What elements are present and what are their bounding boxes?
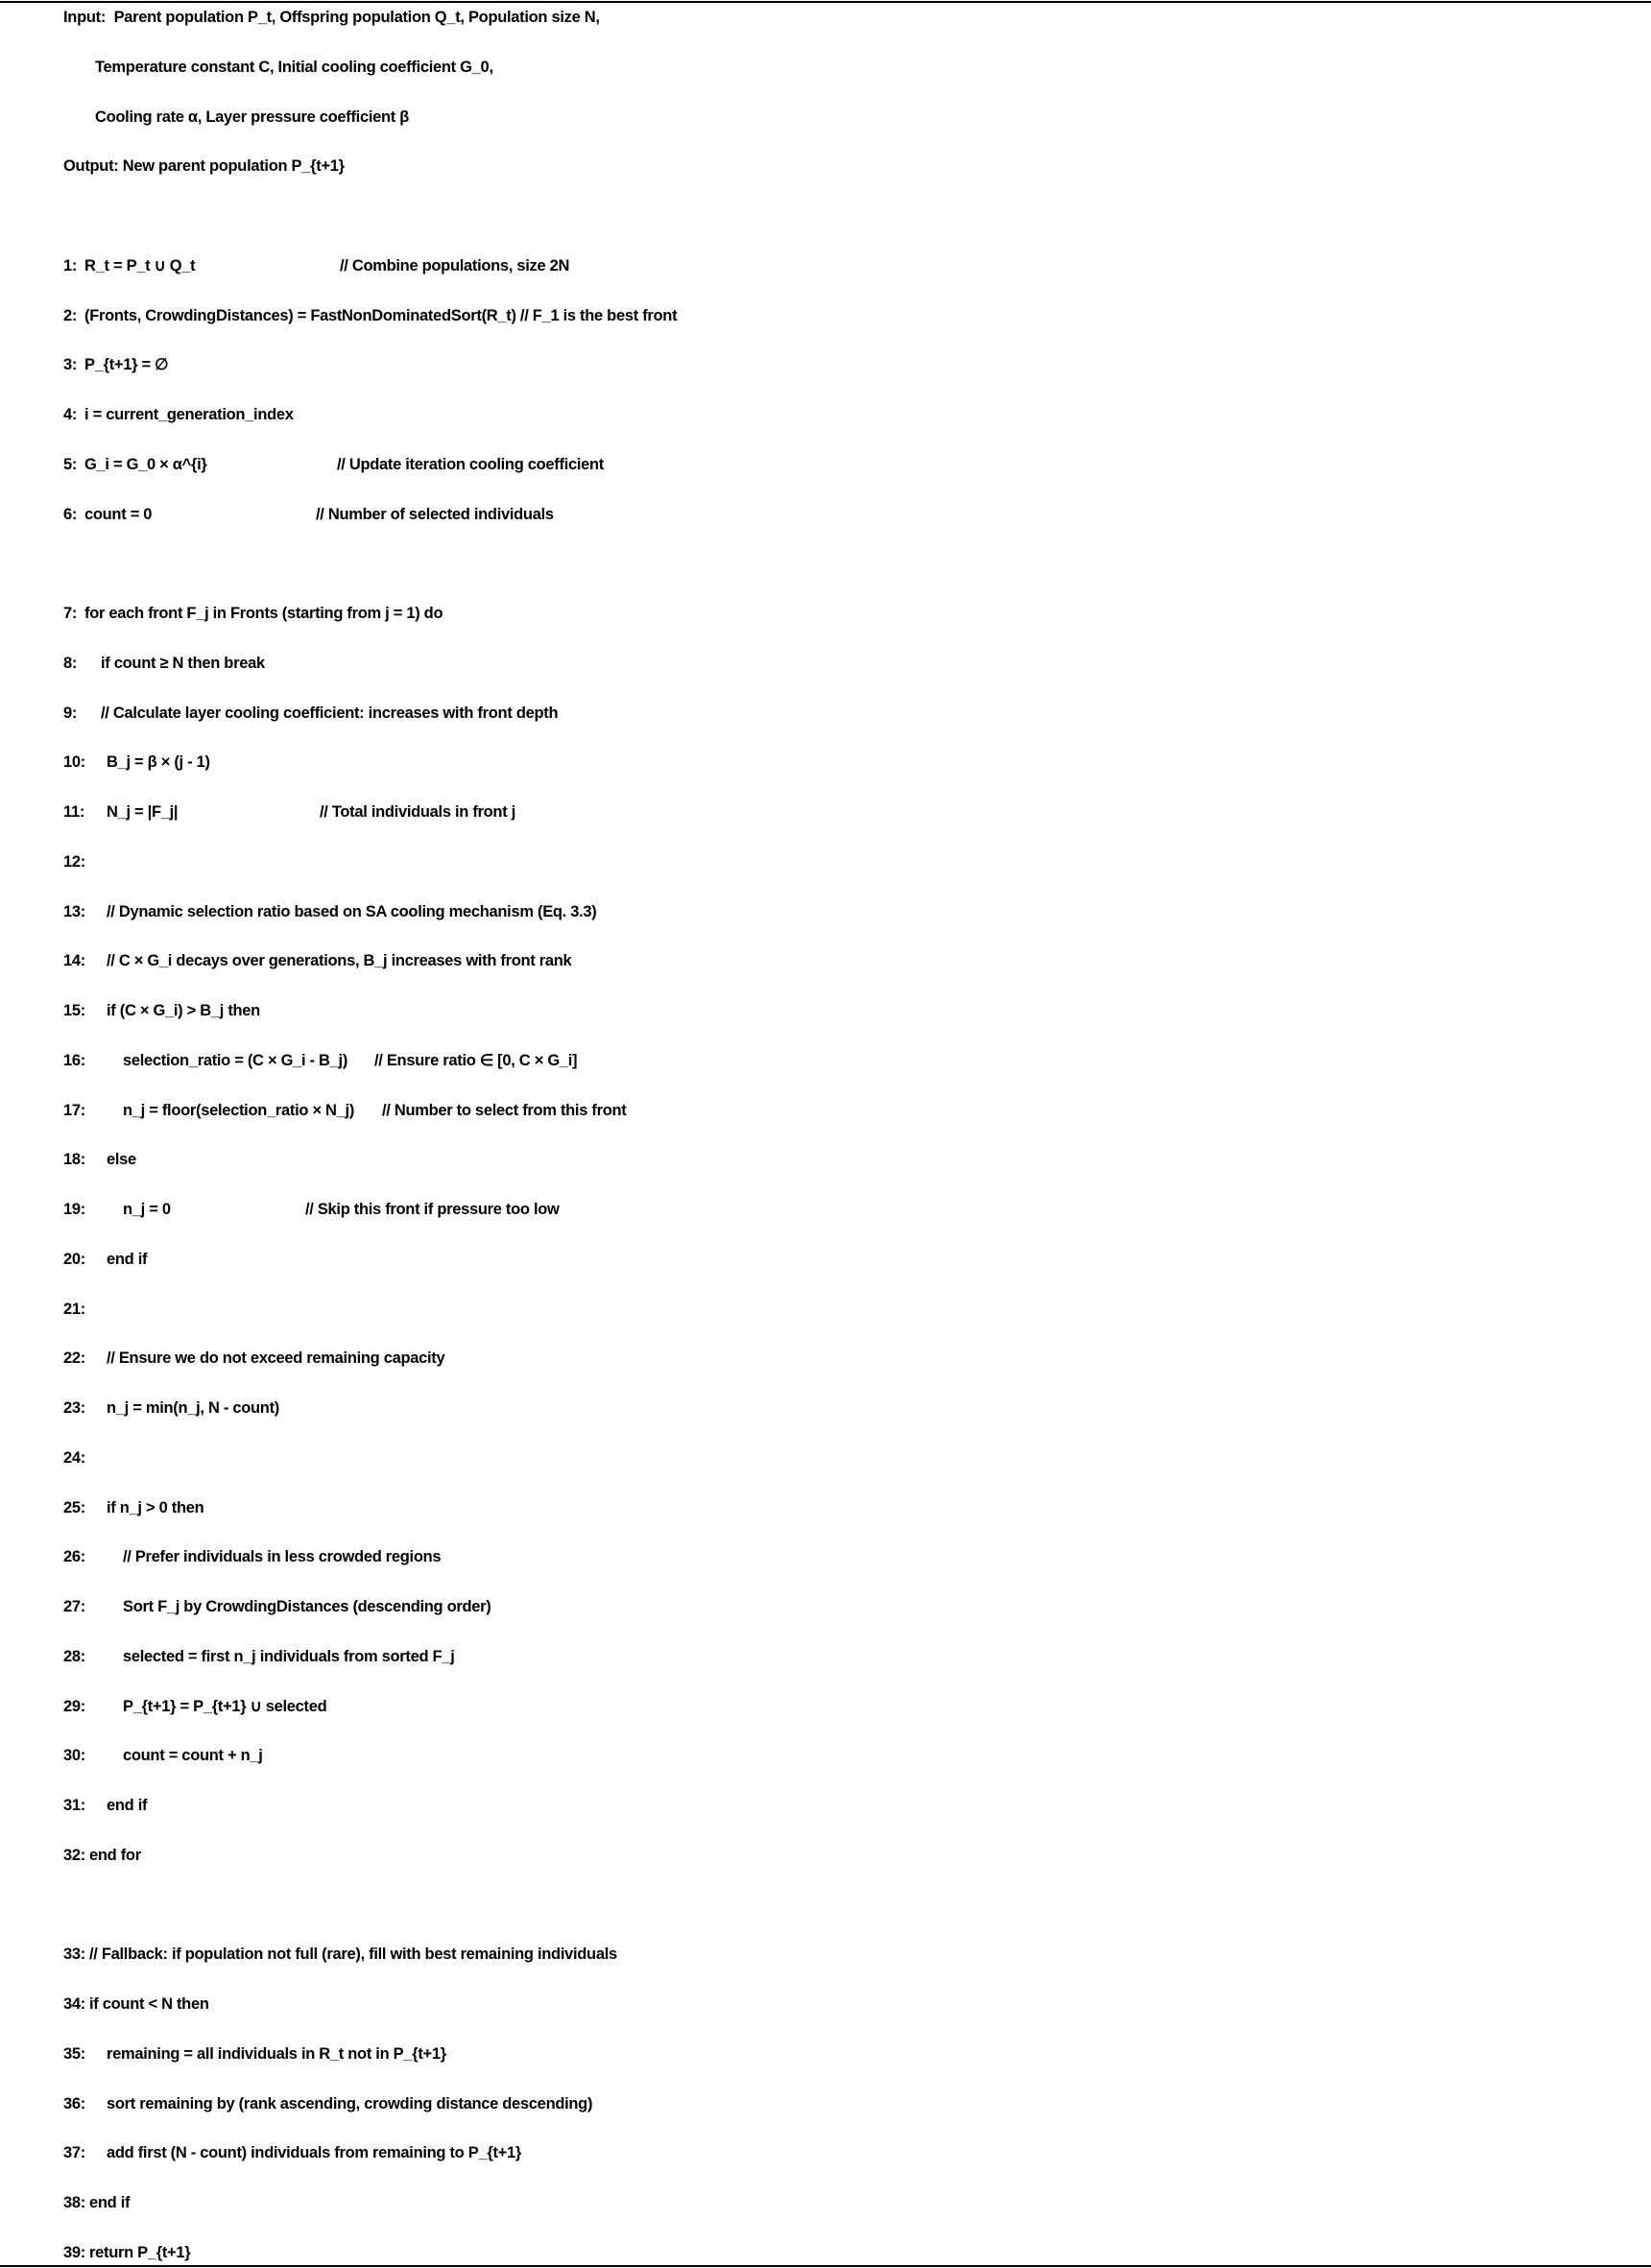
line-number: 36: [63, 2094, 85, 2113]
header-text: Temperature constant C, Initial cooling coefficient G_0, [95, 58, 493, 76]
line-number: 38: [63, 2194, 85, 2211]
code-comment: // Skip this front if pressure too low [305, 1201, 560, 1218]
code-text: n_j = min(n_j, N - count) [107, 1399, 279, 1417]
code-text: for each front F_j in Fronts (starting from j = 1) do [84, 605, 443, 622]
bottom-rule [0, 2265, 1651, 2267]
line-number: 34: [63, 1995, 85, 2013]
line-number: 29: [63, 1697, 85, 1715]
code-text: n_j = floor(selection_ratio × N_j) [123, 1101, 355, 1119]
line-number: 14: [63, 952, 85, 970]
line-number: 16: [63, 1051, 85, 1069]
header-text: Output: New parent population P_{t+1} [63, 157, 345, 176]
line-number: 6: [63, 505, 78, 523]
code-text: else [107, 1151, 136, 1169]
header-text: Input: Parent population P_t, Offspring population Q_t, Population size N, [63, 9, 600, 26]
code-text: selection_ratio = (C × G_i - B_j) [123, 1051, 348, 1069]
line-number: 4: [63, 406, 78, 423]
line-number: 30: [63, 1747, 85, 1765]
code-text: if n_j > 0 then [107, 1498, 204, 1516]
line-number: 20: [63, 1250, 85, 1268]
line-number: 8: [63, 654, 78, 672]
code-text: selected = first n_j individuals from sorted F_j [123, 1647, 455, 1665]
header-text: Cooling rate α, Layer pressure coefficient β [95, 107, 410, 126]
line-number: 37: [63, 2144, 85, 2162]
line-number: 13: [63, 902, 85, 920]
line-number: 26: [63, 1548, 85, 1566]
line-number: 31: [63, 1797, 85, 1814]
line-number: 28: [63, 1647, 85, 1665]
line-number: 1: [63, 256, 78, 275]
code-comment: // Combine populations, size 2N [340, 256, 570, 275]
line-number: 24: [63, 1448, 85, 1467]
line-number: 23: [63, 1399, 85, 1417]
line-number: 10: [63, 753, 85, 772]
code-text: Sort F_j by CrowdingDistances (descending order) [123, 1598, 491, 1615]
code-text: add first (N - count) individuals from remaining to P_{t+1} [107, 2144, 521, 2162]
top-rule [0, 1, 1651, 3]
line-number: 5: [63, 455, 78, 473]
code-text: sort remaining by (rank ascending, crowding distance descending) [107, 2094, 593, 2113]
code-text: // Fallback: if population not full (rare), fill with best remaining individuals [89, 1946, 617, 1964]
line-number: 32: [63, 1846, 85, 1864]
code-text: B_j = β × (j - 1) [107, 753, 210, 772]
code-text: // C × G_i decays over generations, B_j increases with front rank [107, 952, 572, 970]
code-comment: // Total individuals in front j [320, 803, 515, 821]
code-comment: // Ensure ratio ∈ [0, C × G_i] [374, 1051, 578, 1069]
code-text: if (C × G_i) > B_j then [107, 1002, 260, 1019]
code-text: end if [107, 1797, 148, 1814]
line-number: 35: [63, 2044, 85, 2063]
code-text: n_j = 0 [123, 1201, 171, 1218]
line-number: 7: [63, 605, 78, 622]
line-number: 11: [63, 803, 85, 821]
code-text: remaining = all individuals in R_t not in P_{t+1} [107, 2044, 446, 2063]
code-text: end if [107, 1250, 148, 1268]
code-text: end for [89, 1846, 141, 1864]
line-number: 21: [63, 1300, 85, 1318]
code-text: end if [89, 2194, 131, 2211]
line-number: 15: [63, 1002, 85, 1019]
line-number: 2: [63, 306, 78, 324]
line-number: 27: [63, 1598, 85, 1615]
line-number: 25: [63, 1498, 85, 1516]
code-text: // Prefer individuals in less crowded regions [123, 1548, 442, 1566]
code-text: P_{t+1} = ∅ [84, 356, 169, 374]
code-text: (Fronts, CrowdingDistances) = FastNonDominatedSort(R_t) // F_1 is the best front [84, 306, 678, 324]
line-number: 12: [63, 852, 85, 871]
code-text: count = 0 [84, 505, 153, 523]
line-number: 39: [63, 2243, 85, 2261]
line-number: 33: [63, 1946, 85, 1964]
code-comment: // Number to select from this front [382, 1101, 627, 1119]
line-number: 19: [63, 1201, 85, 1218]
code-text: N_j = |F_j| [107, 803, 179, 821]
line-number: 3: [63, 356, 78, 374]
code-text: R_t = P_t ∪ Q_t [84, 256, 196, 275]
line-number: 22: [63, 1349, 85, 1368]
code-comment: // Number of selected individuals [316, 505, 554, 523]
code-text: // Calculate layer cooling coefficient: increases with front depth [101, 704, 559, 722]
code-text: if count < N then [89, 1995, 209, 2013]
code-text: count = count + n_j [123, 1747, 263, 1765]
line-number: 17: [63, 1101, 85, 1119]
code-text: // Ensure we do not exceed remaining capacity [107, 1349, 445, 1368]
code-text: G_i = G_0 × α^{i} [84, 455, 207, 473]
code-comment: // Update iteration cooling coefficient [337, 455, 604, 473]
code-text: // Dynamic selection ratio based on SA cooling mechanism (Eq. 3.3) [107, 902, 597, 920]
line-number: 18: [63, 1151, 85, 1169]
code-text: if count ≥ N then break [101, 654, 265, 672]
line-number: 9: [63, 704, 78, 722]
code-text: i = current_generation_index [84, 406, 294, 423]
code-text: return P_{t+1} [89, 2243, 191, 2261]
code-text: P_{t+1} = P_{t+1} ∪ selected [123, 1697, 327, 1715]
